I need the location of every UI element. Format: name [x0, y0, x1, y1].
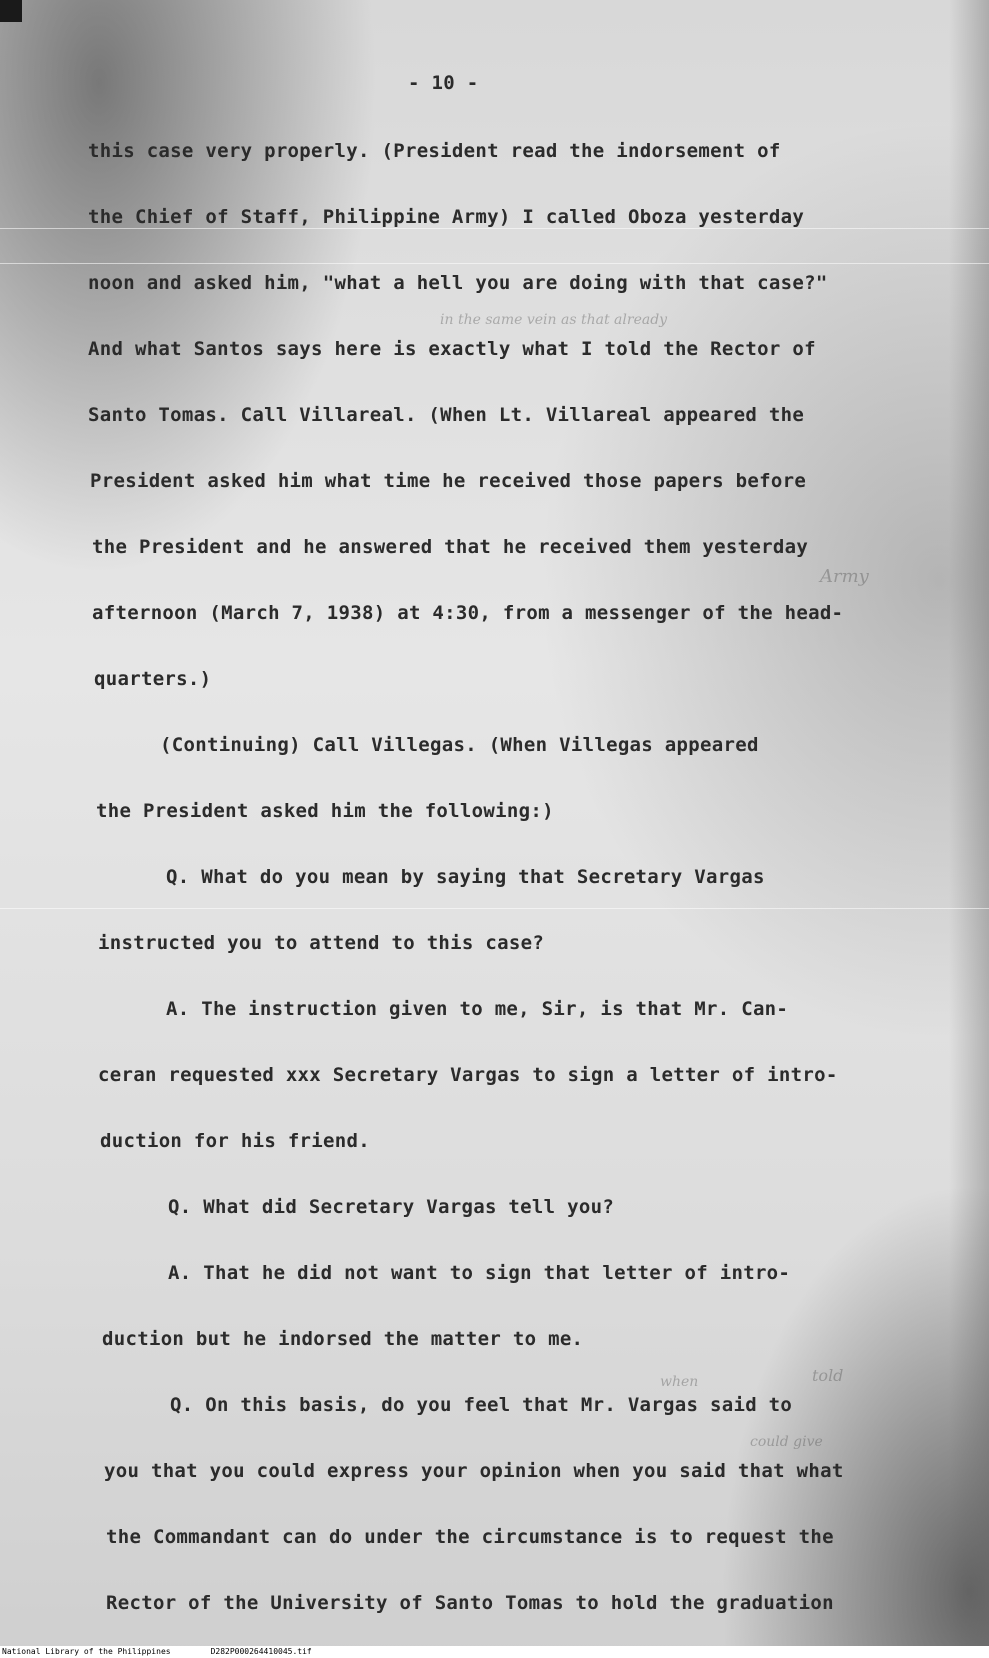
text-line: Q. What did Secretary Vargas tell you? [168, 1196, 615, 1218]
text-line: the President and he answered that he received them yesterday [92, 536, 809, 558]
text-line: the President asked him the following:) [96, 800, 554, 822]
handwritten-annotation: told [812, 1366, 844, 1385]
text-line: Q. What do you mean by saying that Secretary Vargas [166, 866, 765, 888]
text-line: the Chief of Staff, Philippine Army) I called Oboza yesterday [88, 206, 805, 228]
film-scratch [0, 908, 989, 909]
text-line: this case very properly. (President read the indorsement of [88, 140, 781, 162]
text-line: instructed you to attend to this case? [98, 932, 545, 954]
scan-edge-shadow [949, 0, 989, 1658]
text-line: you that you could express your opinion when you said that what [104, 1460, 844, 1482]
text-line: duction but he indorsed the matter to me. [102, 1328, 584, 1350]
text-line: Rector of the University of Santo Tomas to hold the graduation [106, 1592, 834, 1614]
handwritten-annotation: Army [820, 566, 869, 587]
text-line: the Commandant can do under the circumstance is to request the [106, 1526, 834, 1548]
text-line: A. The instruction given to me, Sir, is that Mr. Can- [166, 998, 789, 1020]
text-line: A. That he did not want to sign that letter of intro- [168, 1262, 791, 1284]
text-line: Q. On this basis, do you feel that Mr. Vargas said to [170, 1394, 793, 1416]
text-line: (Continuing) Call Villegas. (When Villegas appeared [160, 734, 759, 756]
text-line: Santo Tomas. Call Villareal. (When Lt. Villareal appeared the [88, 404, 805, 426]
text-line: noon and asked him, "what a hell you are doing with that case?" [88, 272, 828, 294]
text-line: ceran requested xxx Secretary Vargas to sign a letter of intro- [98, 1064, 838, 1086]
handwritten-annotation: could give [750, 1434, 823, 1450]
text-line: duction for his friend. [100, 1130, 370, 1152]
handwritten-annotation: when [660, 1374, 699, 1390]
text-line: And what Santos says here is exactly what I told the Rector of [88, 338, 816, 360]
text-line: President asked him what time he received those papers before [90, 470, 807, 492]
scan-corner-shadow [0, 0, 22, 22]
text-line: quarters.) [94, 668, 212, 690]
archive-footer [0, 1646, 989, 1658]
page-number: - 10 - [408, 72, 479, 94]
film-scratch [0, 263, 989, 264]
film-scratch [0, 228, 989, 229]
archive-file-name: D282P000264410045.tif [210, 1647, 312, 1656]
handwritten-annotation: in the same vein as that already [440, 312, 668, 328]
text-line: afternoon (March 7, 1938) at 4:30, from a messenger of the head- [92, 602, 844, 624]
archive-source: National Library of the Philippines [2, 1647, 171, 1656]
